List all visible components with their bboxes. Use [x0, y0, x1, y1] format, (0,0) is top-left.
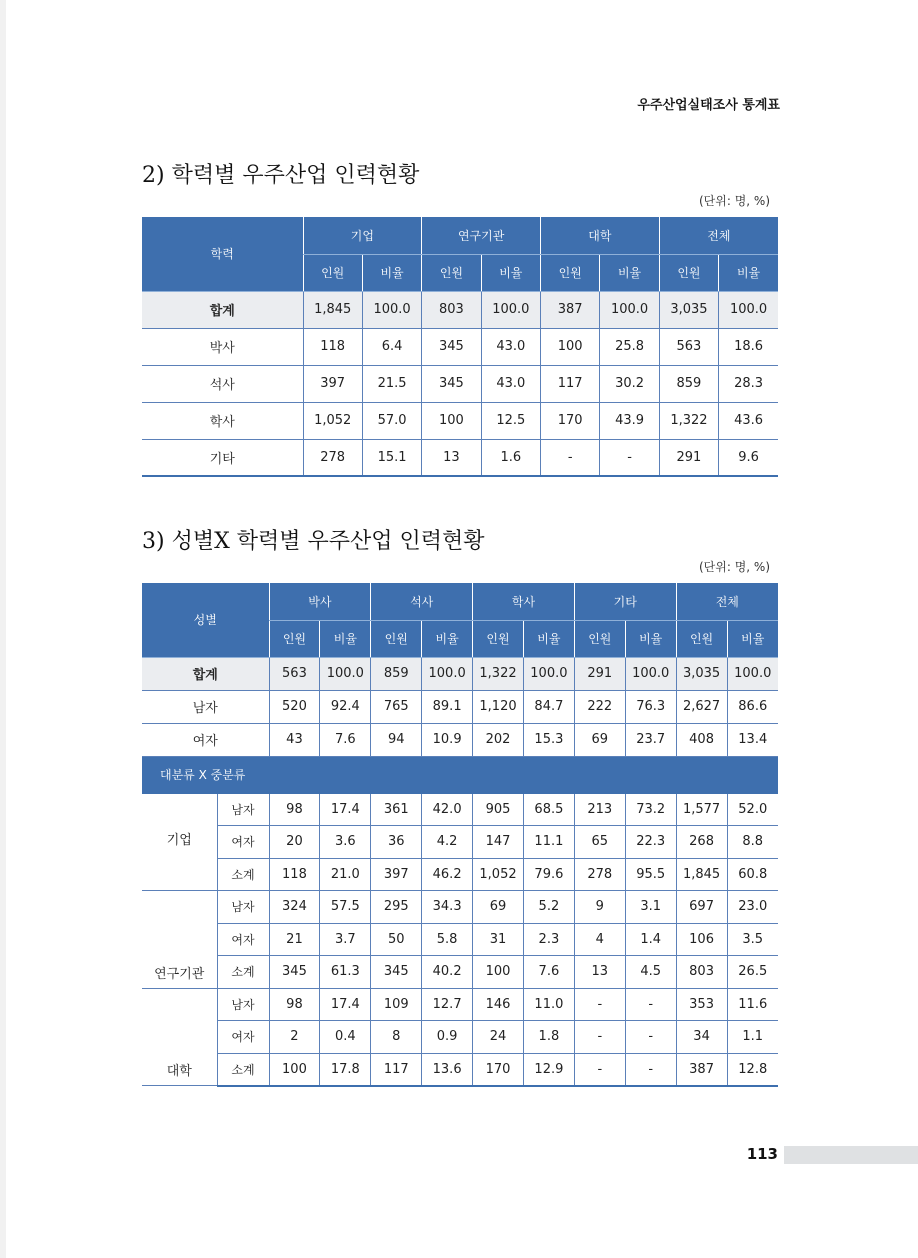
data-cell: 57.0 [362, 402, 421, 439]
data-cell: 26.5 [727, 956, 778, 989]
data-cell: 11.0 [523, 988, 574, 1021]
category-label: 기업 [142, 793, 217, 891]
sub-row-label: 여자 [217, 1021, 269, 1054]
data-cell: 1.8 [523, 1021, 574, 1054]
sub-header: 비율 [362, 254, 421, 291]
data-cell: 397 [303, 365, 362, 402]
data-cell: 1,052 [473, 858, 524, 891]
data-cell: 40.2 [422, 956, 473, 989]
row-label: 기타 [142, 439, 303, 476]
sub-header: 비율 [523, 620, 574, 657]
gender-education-workforce-table [142, 583, 778, 1087]
data-cell: 147 [473, 826, 524, 859]
data-cell: 100.0 [481, 291, 540, 328]
data-cell: 146 [473, 988, 524, 1021]
row-header: 성별 [142, 583, 269, 657]
data-cell: 21 [269, 923, 320, 956]
data-cell: 30.2 [600, 365, 659, 402]
sub-row-label: 소계 [217, 956, 269, 989]
category-label: 연구기관 [142, 891, 217, 989]
data-cell: 5.8 [422, 923, 473, 956]
table-row [142, 439, 778, 476]
data-cell: 408 [676, 723, 727, 756]
data-cell: 43 [269, 723, 320, 756]
table-row [142, 723, 778, 756]
data-cell: - [541, 439, 600, 476]
data-cell: 12.8 [727, 1053, 778, 1086]
data-cell: 345 [422, 365, 481, 402]
sub-header: 비율 [600, 254, 659, 291]
data-cell: 100 [422, 402, 481, 439]
data-cell: 69 [574, 723, 625, 756]
table-row [142, 858, 778, 891]
page-number: 113 [746, 1145, 778, 1163]
data-cell: 3.1 [625, 891, 676, 924]
data-cell: 61.3 [320, 956, 371, 989]
data-cell: 345 [371, 956, 422, 989]
sub-header: 인원 [371, 620, 422, 657]
sub-row-label: 소계 [217, 1053, 269, 1086]
data-cell: 295 [371, 891, 422, 924]
data-cell: 21.5 [362, 365, 421, 402]
data-cell: 859 [659, 365, 718, 402]
data-cell: 94 [371, 723, 422, 756]
data-cell: 222 [574, 690, 625, 723]
data-cell: 8 [371, 1021, 422, 1054]
page-number-bar [784, 1146, 918, 1164]
sub-header: 비율 [422, 620, 473, 657]
sub-header: 인원 [473, 620, 524, 657]
data-cell: 803 [422, 291, 481, 328]
category-label: 대학 [142, 988, 217, 1086]
data-cell: 46.2 [422, 858, 473, 891]
sub-row-label: 남자 [217, 891, 269, 924]
category-band-row [142, 756, 778, 793]
data-cell: 43.0 [481, 365, 540, 402]
data-cell: 43.9 [600, 402, 659, 439]
data-cell: 28.3 [719, 365, 778, 402]
data-cell: 3.7 [320, 923, 371, 956]
sub-header: 인원 [659, 254, 718, 291]
data-cell: 117 [541, 365, 600, 402]
data-cell: 13.4 [727, 723, 778, 756]
sub-header: 인원 [574, 620, 625, 657]
data-cell: 387 [541, 291, 600, 328]
table-row [142, 1053, 778, 1086]
data-cell: 15.1 [362, 439, 421, 476]
data-cell: 1.6 [481, 439, 540, 476]
sub-header: 비율 [625, 620, 676, 657]
data-cell: 268 [676, 826, 727, 859]
data-cell: 109 [371, 988, 422, 1021]
table-row [142, 891, 778, 924]
data-cell: 100.0 [523, 657, 574, 690]
data-cell: 100.0 [727, 657, 778, 690]
data-cell: 697 [676, 891, 727, 924]
data-cell: 170 [473, 1053, 524, 1086]
sub-header: 인원 [422, 254, 481, 291]
data-cell: 34 [676, 1021, 727, 1054]
data-cell: - [625, 988, 676, 1021]
data-cell: 100.0 [320, 657, 371, 690]
sub-header: 인원 [676, 620, 727, 657]
sub-row-label: 소계 [217, 858, 269, 891]
data-cell: 43.6 [719, 402, 778, 439]
data-cell: 803 [676, 956, 727, 989]
data-cell: 86.6 [727, 690, 778, 723]
data-cell: 353 [676, 988, 727, 1021]
data-cell: 563 [659, 328, 718, 365]
data-cell: 100 [541, 328, 600, 365]
data-cell: 50 [371, 923, 422, 956]
data-cell: 1,120 [473, 690, 524, 723]
data-cell: 60.8 [727, 858, 778, 891]
table-row [142, 826, 778, 859]
data-cell: - [574, 1053, 625, 1086]
data-cell: 3.6 [320, 826, 371, 859]
data-cell: - [625, 1053, 676, 1086]
data-cell: 7.6 [523, 956, 574, 989]
data-cell: 291 [659, 439, 718, 476]
data-cell: 92.4 [320, 690, 371, 723]
data-cell: 79.6 [523, 858, 574, 891]
data-cell: 12.5 [481, 402, 540, 439]
sub-header: 비율 [481, 254, 540, 291]
data-cell: 117 [371, 1053, 422, 1086]
data-cell: 100.0 [422, 657, 473, 690]
data-cell: 11.6 [727, 988, 778, 1021]
data-cell: 65 [574, 826, 625, 859]
data-cell: 0.9 [422, 1021, 473, 1054]
data-cell: 118 [269, 858, 320, 891]
section-1-unit: (단위: 명, %) [698, 194, 770, 208]
group-header: 기타 [574, 583, 676, 620]
data-cell: 100.0 [625, 657, 676, 690]
section-2-unit: (단위: 명, %) [698, 560, 770, 574]
page-edge [0, 0, 6, 1258]
group-header: 기업 [303, 217, 422, 254]
data-cell: 765 [371, 690, 422, 723]
table-row [142, 793, 778, 826]
data-cell: 57.5 [320, 891, 371, 924]
data-cell: - [574, 988, 625, 1021]
data-cell: 4.2 [422, 826, 473, 859]
section-2-title: 3) 성별X 학력별 우주산업 인력현황 [142, 529, 485, 554]
data-cell: 17.4 [320, 793, 371, 826]
data-cell: 361 [371, 793, 422, 826]
data-cell: 3,035 [676, 657, 727, 690]
data-cell: 25.8 [600, 328, 659, 365]
data-cell: 859 [371, 657, 422, 690]
running-header: 우주산업실태조사 통계표 [637, 98, 780, 113]
sub-header: 인원 [303, 254, 362, 291]
data-cell: 13 [574, 956, 625, 989]
data-cell: 563 [269, 657, 320, 690]
data-cell: 4 [574, 923, 625, 956]
data-cell: 278 [303, 439, 362, 476]
data-cell: 3,035 [659, 291, 718, 328]
data-cell: 170 [541, 402, 600, 439]
group-header: 연구기관 [422, 217, 541, 254]
data-cell: 34.3 [422, 891, 473, 924]
data-cell: 12.9 [523, 1053, 574, 1086]
data-cell: 324 [269, 891, 320, 924]
row-label: 박사 [142, 328, 303, 365]
data-cell: 118 [303, 328, 362, 365]
data-cell: 6.4 [362, 328, 421, 365]
data-cell: 69 [473, 891, 524, 924]
table-row [142, 657, 778, 690]
data-cell: 7.6 [320, 723, 371, 756]
data-cell: 213 [574, 793, 625, 826]
data-cell: 12.7 [422, 988, 473, 1021]
data-cell: 23.7 [625, 723, 676, 756]
table-row [142, 988, 778, 1021]
data-cell: 0.4 [320, 1021, 371, 1054]
data-cell: 100 [269, 1053, 320, 1086]
group-header: 학사 [473, 583, 575, 620]
data-cell: 23.0 [727, 891, 778, 924]
data-cell: 100.0 [362, 291, 421, 328]
section-1-title: 2) 학력별 우주산업 인력현황 [142, 163, 420, 188]
row-label: 합계 [142, 291, 303, 328]
sub-row-label: 여자 [217, 826, 269, 859]
data-cell: 2.3 [523, 923, 574, 956]
data-cell: 11.1 [523, 826, 574, 859]
data-cell: 68.5 [523, 793, 574, 826]
data-cell: 5.2 [523, 891, 574, 924]
table-row [142, 328, 778, 365]
sub-header: 인원 [541, 254, 600, 291]
data-cell: - [600, 439, 659, 476]
data-cell: 84.7 [523, 690, 574, 723]
data-cell: - [625, 1021, 676, 1054]
data-cell: 387 [676, 1053, 727, 1086]
row-label: 합계 [142, 657, 269, 690]
data-cell: 10.9 [422, 723, 473, 756]
group-header: 전체 [659, 217, 778, 254]
row-label: 남자 [142, 690, 269, 723]
table-row [142, 291, 778, 328]
sub-row-label: 남자 [217, 988, 269, 1021]
data-cell: 100.0 [600, 291, 659, 328]
data-cell: 4.5 [625, 956, 676, 989]
table-row [142, 365, 778, 402]
data-cell: 98 [269, 988, 320, 1021]
data-cell: 17.4 [320, 988, 371, 1021]
data-cell: 13.6 [422, 1053, 473, 1086]
row-label: 학사 [142, 402, 303, 439]
data-cell: 9.6 [719, 439, 778, 476]
data-cell: 24 [473, 1021, 524, 1054]
data-cell: 291 [574, 657, 625, 690]
sub-header: 인원 [269, 620, 320, 657]
data-cell: 15.3 [523, 723, 574, 756]
data-cell: 100 [473, 956, 524, 989]
data-cell: 8.8 [727, 826, 778, 859]
data-cell: 36 [371, 826, 422, 859]
sub-header: 비율 [727, 620, 778, 657]
table-row [142, 690, 778, 723]
group-header: 대학 [541, 217, 660, 254]
row-label: 여자 [142, 723, 269, 756]
data-cell: 278 [574, 858, 625, 891]
row-label: 석사 [142, 365, 303, 402]
data-cell: 22.3 [625, 826, 676, 859]
category-band: 대분류 X 중분류 [142, 756, 778, 793]
data-cell: 52.0 [727, 793, 778, 826]
data-cell: 1,052 [303, 402, 362, 439]
sub-header: 비율 [719, 254, 778, 291]
data-cell: 2 [269, 1021, 320, 1054]
data-cell: 100.0 [719, 291, 778, 328]
data-cell: 43.0 [481, 328, 540, 365]
data-cell: 95.5 [625, 858, 676, 891]
sub-row-label: 남자 [217, 793, 269, 826]
data-cell: 202 [473, 723, 524, 756]
data-cell: 1.4 [625, 923, 676, 956]
data-cell: 1,845 [303, 291, 362, 328]
data-cell: 1,577 [676, 793, 727, 826]
data-cell: 20 [269, 826, 320, 859]
data-cell: 21.0 [320, 858, 371, 891]
data-cell: 1,845 [676, 858, 727, 891]
data-cell: 520 [269, 690, 320, 723]
table-row [142, 402, 778, 439]
data-cell: 42.0 [422, 793, 473, 826]
sub-header: 비율 [320, 620, 371, 657]
group-header: 석사 [371, 583, 473, 620]
data-cell: 3.5 [727, 923, 778, 956]
row-header: 학력 [142, 217, 303, 291]
data-cell: 18.6 [719, 328, 778, 365]
data-cell: 17.8 [320, 1053, 371, 1086]
data-cell: 76.3 [625, 690, 676, 723]
table-row [142, 923, 778, 956]
data-cell: - [574, 1021, 625, 1054]
sub-row-label: 여자 [217, 923, 269, 956]
data-cell: 31 [473, 923, 524, 956]
data-cell: 1,322 [659, 402, 718, 439]
education-workforce-table [142, 217, 778, 477]
data-cell: 73.2 [625, 793, 676, 826]
table-row [142, 956, 778, 989]
data-cell: 345 [422, 328, 481, 365]
table-row [142, 1021, 778, 1054]
data-cell: 89.1 [422, 690, 473, 723]
data-cell: 106 [676, 923, 727, 956]
data-cell: 345 [269, 956, 320, 989]
data-cell: 9 [574, 891, 625, 924]
data-cell: 98 [269, 793, 320, 826]
data-cell: 397 [371, 858, 422, 891]
group-header: 박사 [269, 583, 371, 620]
data-cell: 1,322 [473, 657, 524, 690]
group-header: 전체 [676, 583, 778, 620]
data-cell: 2,627 [676, 690, 727, 723]
data-cell: 1.1 [727, 1021, 778, 1054]
data-cell: 13 [422, 439, 481, 476]
data-cell: 905 [473, 793, 524, 826]
